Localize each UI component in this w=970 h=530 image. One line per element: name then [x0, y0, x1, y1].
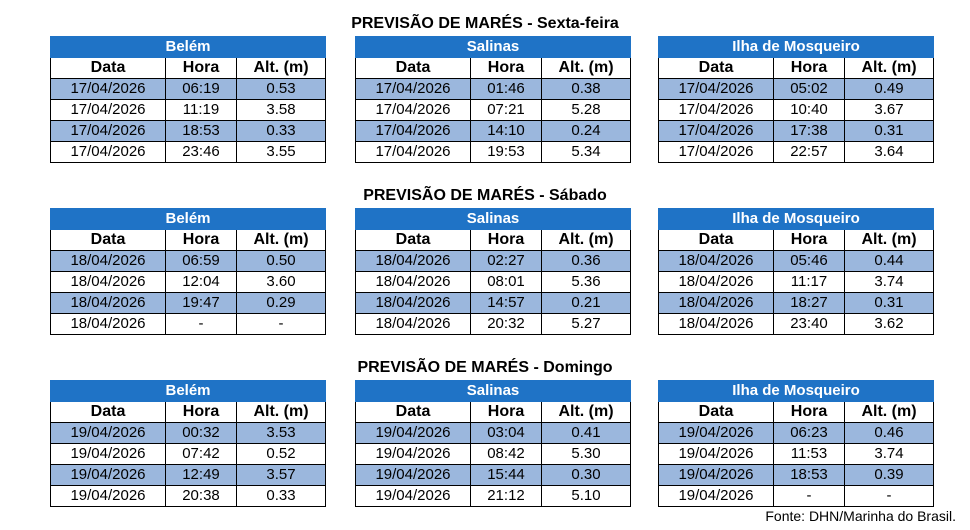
table-row — [356, 79, 631, 100]
date-cell: 17/04/2026 — [659, 142, 774, 163]
time-cell: 07:21 — [471, 100, 542, 121]
column-header-time: Hora — [471, 230, 542, 251]
height-cell: 5.28 — [542, 100, 631, 121]
table-row — [356, 251, 631, 272]
height-cell: 3.67 — [845, 100, 934, 121]
height-cell: 0.29 — [237, 293, 326, 314]
table-row — [659, 79, 934, 100]
height-cell: 5.30 — [542, 444, 631, 465]
time-cell: 23:40 — [774, 314, 845, 335]
column-header-time: Hora — [774, 58, 845, 79]
table-row — [659, 423, 934, 444]
location-header: Salinas — [356, 209, 631, 230]
date-cell: 18/04/2026 — [659, 272, 774, 293]
height-cell: 0.46 — [845, 423, 934, 444]
date-cell: 17/04/2026 — [659, 121, 774, 142]
table-row — [51, 314, 326, 335]
location-header: Ilha de Mosqueiro — [659, 37, 934, 58]
date-cell: 17/04/2026 — [356, 142, 471, 163]
column-header-date: Data — [659, 230, 774, 251]
time-cell: 21:12 — [471, 486, 542, 507]
location-header: Belém — [51, 209, 326, 230]
column-header-height: Alt. (m) — [542, 230, 631, 251]
time-cell: 12:04 — [166, 272, 237, 293]
time-cell: 14:57 — [471, 293, 542, 314]
height-cell: 0.49 — [845, 79, 934, 100]
tide-table — [50, 36, 326, 163]
column-header-date: Data — [51, 58, 166, 79]
column-header-date: Data — [51, 230, 166, 251]
date-cell: 18/04/2026 — [51, 251, 166, 272]
column-header-time: Hora — [166, 402, 237, 423]
column-header-date: Data — [356, 230, 471, 251]
date-cell: 18/04/2026 — [356, 272, 471, 293]
height-cell: 3.74 — [845, 272, 934, 293]
tide-table — [658, 380, 934, 507]
column-header-time: Hora — [774, 230, 845, 251]
date-cell: 17/04/2026 — [51, 142, 166, 163]
table-row — [659, 465, 934, 486]
date-cell: 19/04/2026 — [659, 423, 774, 444]
time-cell: 18:27 — [774, 293, 845, 314]
date-cell: 18/04/2026 — [356, 293, 471, 314]
time-cell: 05:46 — [774, 251, 845, 272]
date-cell: 17/04/2026 — [659, 79, 774, 100]
column-header-height: Alt. (m) — [845, 402, 934, 423]
source-note: Fonte: DHN/Marinha do Brasil. — [765, 508, 956, 524]
time-cell: 20:32 — [471, 314, 542, 335]
table-row — [356, 272, 631, 293]
date-cell: 17/04/2026 — [51, 79, 166, 100]
date-cell: 18/04/2026 — [356, 314, 471, 335]
date-cell: 17/04/2026 — [356, 100, 471, 121]
column-header-date: Data — [659, 58, 774, 79]
tide-table — [355, 380, 631, 507]
column-header-date: Data — [356, 402, 471, 423]
location-header: Salinas — [356, 381, 631, 402]
height-cell: 5.34 — [542, 142, 631, 163]
column-header-date: Data — [659, 402, 774, 423]
height-cell: 3.60 — [237, 272, 326, 293]
table-row — [659, 314, 934, 335]
table-row — [51, 100, 326, 121]
table-row — [659, 272, 934, 293]
tide-table — [658, 208, 934, 335]
tide-table — [658, 36, 934, 163]
time-cell: 03:04 — [471, 423, 542, 444]
date-cell: 18/04/2026 — [356, 251, 471, 272]
table-row — [356, 486, 631, 507]
time-cell: 05:02 — [774, 79, 845, 100]
height-cell: 0.41 — [542, 423, 631, 444]
height-cell: 3.74 — [845, 444, 934, 465]
time-cell: - — [166, 314, 237, 335]
time-cell: 02:27 — [471, 251, 542, 272]
column-header-date: Data — [356, 58, 471, 79]
table-row — [356, 444, 631, 465]
time-cell: 18:53 — [166, 121, 237, 142]
height-cell: 0.38 — [542, 79, 631, 100]
tide-table — [50, 208, 326, 335]
time-cell: 19:53 — [471, 142, 542, 163]
location-header: Belém — [51, 37, 326, 58]
time-cell: 18:53 — [774, 465, 845, 486]
date-cell: 17/04/2026 — [356, 121, 471, 142]
table-row — [356, 423, 631, 444]
time-cell: 20:38 — [166, 486, 237, 507]
time-cell: 11:19 — [166, 100, 237, 121]
height-cell: 0.39 — [845, 465, 934, 486]
table-row — [659, 251, 934, 272]
column-header-height: Alt. (m) — [237, 402, 326, 423]
height-cell: 0.53 — [237, 79, 326, 100]
date-cell: 19/04/2026 — [356, 486, 471, 507]
section-title: PREVISÃO DE MARÉS - Sábado — [363, 187, 607, 204]
date-cell: 19/04/2026 — [659, 465, 774, 486]
column-header-height: Alt. (m) — [542, 58, 631, 79]
date-cell: 17/04/2026 — [659, 100, 774, 121]
height-cell: 3.58 — [237, 100, 326, 121]
height-cell: 5.10 — [542, 486, 631, 507]
time-cell: 08:01 — [471, 272, 542, 293]
location-header: Belém — [51, 381, 326, 402]
date-cell: 19/04/2026 — [356, 444, 471, 465]
date-cell: 19/04/2026 — [51, 423, 166, 444]
tide-table — [355, 208, 631, 335]
date-cell: 18/04/2026 — [659, 293, 774, 314]
table-row — [356, 121, 631, 142]
height-cell: 0.21 — [542, 293, 631, 314]
height-cell: 0.33 — [237, 486, 326, 507]
column-header-height: Alt. (m) — [542, 402, 631, 423]
table-row — [51, 293, 326, 314]
time-cell: 15:44 — [471, 465, 542, 486]
time-cell: 07:42 — [166, 444, 237, 465]
date-cell: 18/04/2026 — [659, 314, 774, 335]
height-cell: 3.62 — [845, 314, 934, 335]
height-cell: 0.30 — [542, 465, 631, 486]
height-cell: 5.36 — [542, 272, 631, 293]
height-cell: 3.64 — [845, 142, 934, 163]
table-row — [356, 293, 631, 314]
table-row — [51, 79, 326, 100]
tide-table — [50, 380, 326, 507]
height-cell: 0.50 — [237, 251, 326, 272]
table-row — [659, 293, 934, 314]
time-cell: 12:49 — [166, 465, 237, 486]
time-cell: 10:40 — [774, 100, 845, 121]
section-title: PREVISÃO DE MARÉS - Sexta-feira — [351, 15, 619, 32]
table-row — [356, 100, 631, 121]
time-cell: 22:57 — [774, 142, 845, 163]
time-cell: 17:38 — [774, 121, 845, 142]
time-cell: 19:47 — [166, 293, 237, 314]
height-cell: 3.57 — [237, 465, 326, 486]
time-cell: - — [774, 486, 845, 507]
time-cell: 23:46 — [166, 142, 237, 163]
table-row — [356, 142, 631, 163]
column-header-height: Alt. (m) — [237, 58, 326, 79]
date-cell: 18/04/2026 — [659, 251, 774, 272]
date-cell: 18/04/2026 — [51, 293, 166, 314]
table-row — [356, 465, 631, 486]
table-row — [659, 142, 934, 163]
table-row — [659, 486, 934, 507]
table-row — [659, 444, 934, 465]
time-cell: 11:53 — [774, 444, 845, 465]
location-header: Salinas — [356, 37, 631, 58]
table-row — [51, 423, 326, 444]
table-row — [51, 121, 326, 142]
column-header-height: Alt. (m) — [845, 230, 934, 251]
column-header-date: Data — [51, 402, 166, 423]
table-row — [659, 100, 934, 121]
table-row — [51, 272, 326, 293]
time-cell: 14:10 — [471, 121, 542, 142]
column-header-time: Hora — [471, 58, 542, 79]
time-cell: 06:23 — [774, 423, 845, 444]
section-title: PREVISÃO DE MARÉS - Domingo — [357, 359, 613, 376]
height-cell: 3.53 — [237, 423, 326, 444]
location-header: Ilha de Mosqueiro — [659, 381, 934, 402]
height-cell: 0.24 — [542, 121, 631, 142]
table-row — [659, 121, 934, 142]
table-row — [51, 142, 326, 163]
height-cell: 5.27 — [542, 314, 631, 335]
date-cell: 18/04/2026 — [51, 272, 166, 293]
table-row — [51, 444, 326, 465]
table-row — [51, 465, 326, 486]
height-cell: 0.44 — [845, 251, 934, 272]
table-row — [51, 251, 326, 272]
tide-table — [355, 36, 631, 163]
height-cell: 0.52 — [237, 444, 326, 465]
date-cell: 17/04/2026 — [51, 121, 166, 142]
height-cell: 0.31 — [845, 121, 934, 142]
column-header-time: Hora — [774, 402, 845, 423]
date-cell: 19/04/2026 — [659, 444, 774, 465]
height-cell: - — [237, 314, 326, 335]
date-cell: 17/04/2026 — [356, 79, 471, 100]
time-cell: 00:32 — [166, 423, 237, 444]
date-cell: 17/04/2026 — [51, 100, 166, 121]
time-cell: 06:19 — [166, 79, 237, 100]
date-cell: 19/04/2026 — [51, 486, 166, 507]
height-cell: 0.33 — [237, 121, 326, 142]
location-header: Ilha de Mosqueiro — [659, 209, 934, 230]
column-header-time: Hora — [471, 402, 542, 423]
height-cell: 0.31 — [845, 293, 934, 314]
time-cell: 06:59 — [166, 251, 237, 272]
date-cell: 18/04/2026 — [51, 314, 166, 335]
column-header-time: Hora — [166, 230, 237, 251]
date-cell: 19/04/2026 — [51, 444, 166, 465]
table-row — [356, 314, 631, 335]
date-cell: 19/04/2026 — [51, 465, 166, 486]
date-cell: 19/04/2026 — [659, 486, 774, 507]
height-cell: - — [845, 486, 934, 507]
height-cell: 0.36 — [542, 251, 631, 272]
time-cell: 01:46 — [471, 79, 542, 100]
date-cell: 19/04/2026 — [356, 423, 471, 444]
column-header-height: Alt. (m) — [845, 58, 934, 79]
table-row — [51, 486, 326, 507]
height-cell: 3.55 — [237, 142, 326, 163]
column-header-time: Hora — [166, 58, 237, 79]
time-cell: 11:17 — [774, 272, 845, 293]
column-header-height: Alt. (m) — [237, 230, 326, 251]
date-cell: 19/04/2026 — [356, 465, 471, 486]
time-cell: 08:42 — [471, 444, 542, 465]
